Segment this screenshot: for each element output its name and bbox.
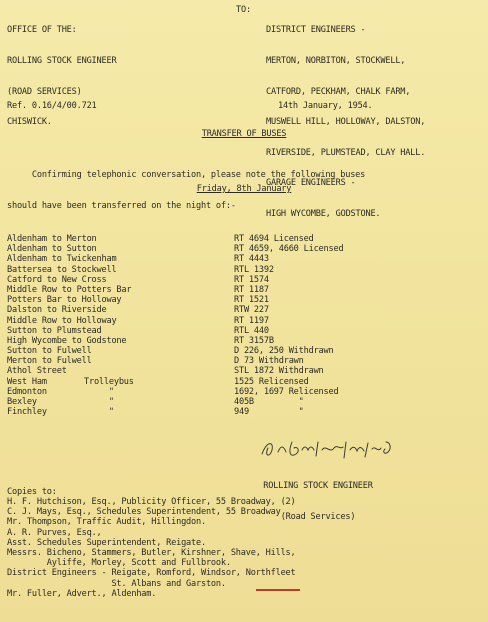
copies-label: Copies to: (7, 487, 57, 497)
copy-line: H. F. Hutchison, Esq., Publicity Officer, 55 Broadway, (2) (7, 497, 296, 507)
recipient-line: MERTON, NORBITON, STOCKWELL, (266, 56, 406, 67)
sender-line: OFFICE OF THE: (7, 25, 77, 36)
transfer-route: Athol Street (7, 366, 67, 377)
sender-line: (ROAD SERVICES) (7, 86, 82, 97)
transfer-route: Aldenham to Twickenham (7, 254, 117, 265)
recipient-line: CATFORD, PECKHAM, CHALK FARM, (266, 86, 411, 97)
transfer-detail: RTL 440 (234, 325, 269, 336)
copy-line: Mr. Thompson, Traffic Audit, Hillingdon. (7, 517, 206, 528)
transfer-detail: 1525 Relicensed (234, 376, 309, 387)
copies-list (7, 497, 296, 599)
transfer-route: Aldenham to Sutton (7, 244, 97, 255)
copy-line: Messrs. Bicheno, Stammers, Butler, Kirshner, Shave, Hills, (7, 548, 296, 559)
transfer-route: Aldenham to Merton (7, 234, 97, 244)
transfer-detail: RT 4443 (234, 254, 269, 265)
transfer-detail: RTL 1392 (234, 264, 274, 275)
transfer-note: " (84, 407, 114, 418)
transfer-note: " (84, 397, 114, 407)
transfer-detail: D 73 Withdrawn (234, 356, 304, 367)
transfer-detail: 949 " (234, 407, 304, 418)
transfer-route: High Wycombe to Godstone (7, 335, 127, 346)
signatory-subtitle: (Road Services) (280, 512, 356, 523)
transfer-detail: STL 1872 Withdrawn (234, 366, 324, 377)
memo-date: 14th January, 1954. (278, 101, 373, 111)
reference-number: Ref. 0.16/4/00.721 (7, 101, 97, 111)
copy-line: St. Albans and Garston. (7, 578, 226, 589)
transfer-route: Middle Row to Holloway (7, 315, 117, 326)
transfer-note: " (84, 386, 114, 397)
transfer-detail: RT 3157B (234, 335, 274, 346)
transfer-detail: RT 4694 Licensed (234, 234, 314, 244)
recipient-line: GARAGE ENGINEERS - (266, 178, 356, 189)
recipient-line: MUSWELL HILL, HOLLOWAY, DALSTON, (266, 117, 426, 128)
transfer-route: West Ham (7, 376, 47, 387)
transfer-route: Potters Bar to Holloway (7, 295, 122, 306)
recipient-line: DISTRICT ENGINEERS - (266, 25, 366, 36)
signature (258, 436, 406, 462)
red-underline-mark (256, 589, 300, 591)
transfer-date-heading: Friday, 8th January (196, 184, 292, 194)
transfer-route: Middle Row to Potters Bar (7, 284, 132, 295)
sender-line: CHISWICK. (7, 117, 52, 128)
signatory-title: ROLLING STOCK ENGINEER (263, 481, 373, 492)
recipient-line: HIGH WYCOMBE, GODSTONE. (266, 209, 381, 220)
transfer-detail: D 226, 250 Withdrawn (234, 346, 334, 357)
transfer-detail: RT 1521 (234, 295, 269, 306)
transfer-route: Merton to Fulwell (7, 356, 92, 367)
transfer-route: Dalston to Riverside (7, 305, 107, 316)
transfer-route: Sutton to Plumstead (7, 325, 102, 336)
intro-line: should have been transferred on the night of:- (7, 201, 236, 212)
transfer-route: Bexley (7, 397, 37, 407)
transfer-detail: RT 1197 (234, 315, 269, 326)
intro-line: Confirming telephonic conversation, please note the following buses (7, 170, 366, 181)
transfer-route: Finchley (7, 407, 47, 418)
transfer-detail: RTW 227 (234, 305, 269, 316)
transfer-route: Sutton to Fulwell (7, 346, 92, 357)
memo-heading: TRANSFER OF BUSES (201, 129, 287, 139)
sender-block (7, 5, 116, 148)
transfer-detail: 1692, 1697 Relicensed (234, 386, 339, 397)
transfer-detail: RT 1187 (234, 284, 269, 295)
transfer-route: Battersea to Stockwell (7, 264, 117, 275)
transfer-detail: 405B " (234, 397, 304, 407)
recipient-line: RIVERSIDE, PLUMSTEAD, CLAY HALL. (266, 147, 426, 158)
sender-line: ROLLING STOCK ENGINEER (7, 56, 117, 67)
copy-line: Asst. Schedules Superintendent, Reigate. (7, 537, 206, 548)
copy-line: Mr. Fuller, Advert., Aldenham. (7, 588, 157, 599)
copy-line: District Engineers - Reigate, Romford, Windsor, Northfleet (7, 568, 296, 579)
transfer-route: Edmonton (7, 386, 47, 397)
transfer-detail: RT 4659, 4660 Licensed (234, 244, 344, 255)
transfer-route: Catford to New Cross (7, 274, 107, 285)
copy-line: Ayliffe, Morley, Scott and Fullbrook. (7, 558, 231, 569)
transfer-detail: RT 1574 (234, 274, 269, 285)
transfer-note: Trolleybus (84, 376, 134, 387)
recipients-label: TO: (236, 5, 251, 15)
copy-line: A. R. Purves, Esq., (7, 527, 102, 538)
copy-line: C. J. Mays, Esq., Schedules Superintendent, 55 Broadway (7, 507, 281, 518)
